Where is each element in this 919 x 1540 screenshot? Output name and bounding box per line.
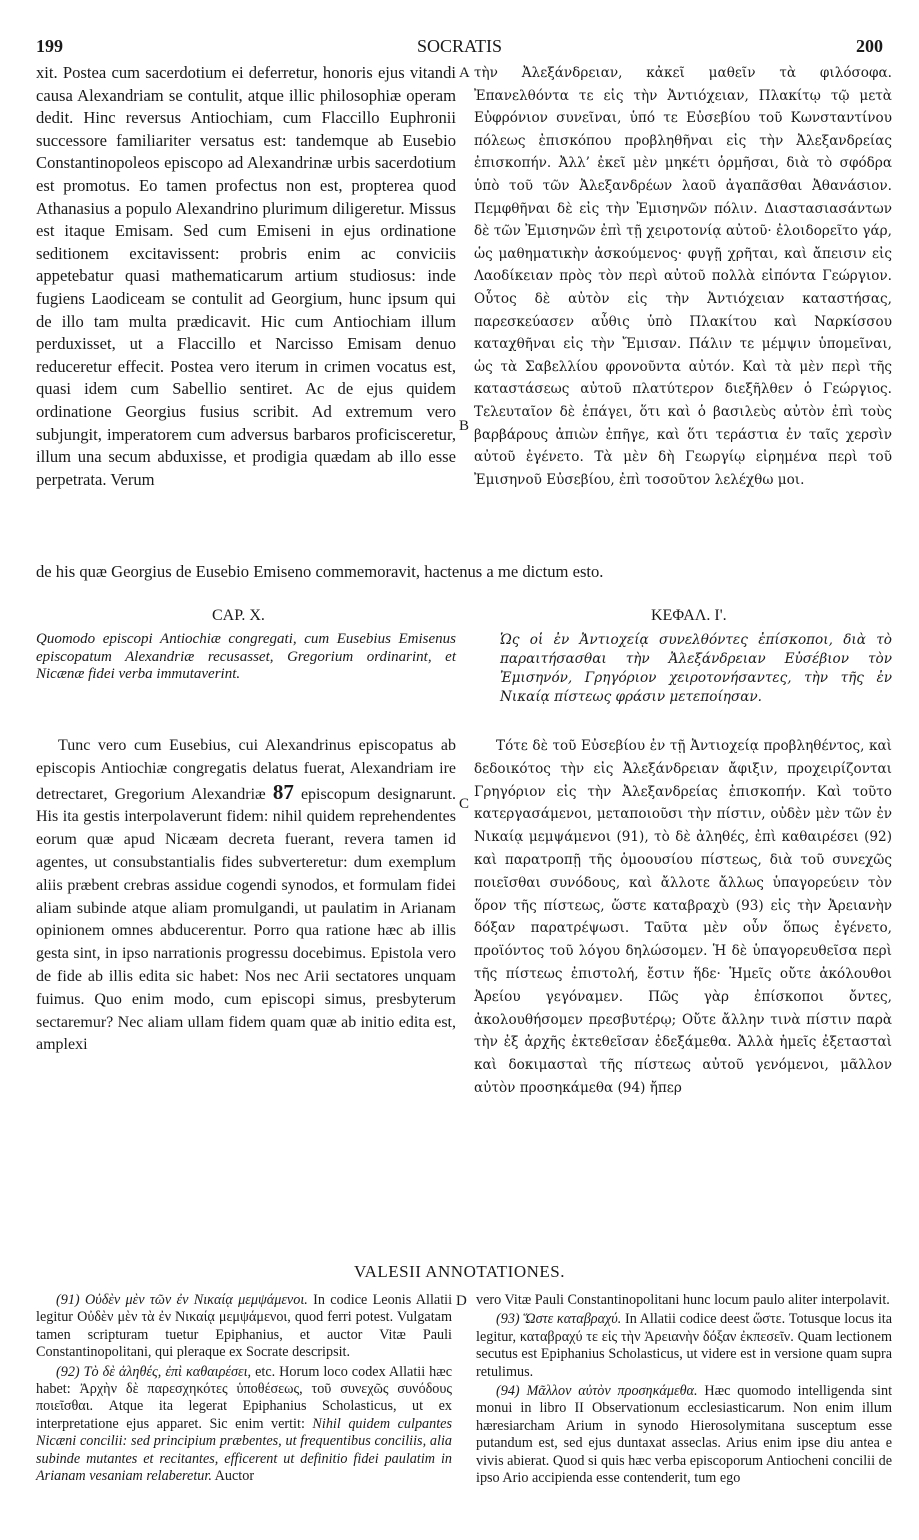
closing-line-full-width: de his quæ Georgius de Eusebio Emiseno commemoravit, hactenus a me dictum esto. <box>36 562 604 581</box>
note-92-continuation-text: vero Vitæ Pauli Constantinopolitani hunc locum paulo aliter interpolavit. <box>476 1292 890 1308</box>
note-91 <box>36 1292 452 1362</box>
note-92 <box>36 1364 452 1486</box>
annotations-right-column <box>476 1292 892 1489</box>
margin-marker-d: D <box>456 1293 467 1309</box>
note-92-text: etc. Horum loco codex Allatii hæc habet: Ἀρχὴν δὲ παρεσχηκότες ὑποθέσεως, τοῦ συνεχῶς συνόδους ποιεῖσθαι. Atque ita legerat Epiphanius Scholasticus, ut ex interpretatione ejus apparet. Sic enim vertit: <box>36 1363 453 1432</box>
margin-marker-b: B <box>459 418 470 434</box>
greek-chapter-text: Τότε δὲ τοῦ Εὐσεβίου ἐν τῇ Ἀντιοχείᾳ προβληθέντος, καὶ δεδοικότος τὴν εἰς Ἀλεξάνδρειαν ἄφιξιν, προχειρίζονται Γρηγόριον εἰς τὴν Ἀλεξανδρείας ἐπισκοπήν. Καὶ τοῦτο κατεργασάμενοι, μεταποιοῦσι τὴν πίστιν, οὐδὲν μὲν τῶν ἐν Νικαίᾳ μεμψάμενοι (91), τὸ δὲ ἀληθές, ἐπὶ καθαιρέσει (92) καὶ παρατροπῇ τῆς ὁμοουσίου πίστεως, διὰ τοῦ συνεχῶς ποιεῖσθαι συνόδους, καὶ ἄλλοτε ἄλλως ὑπαγορεύειν τὸν ὅρον τῆς πίστεως, ὥστε καταβραχὺ (93) εἰς τὴν Ἀρειανὴν δόξαν παρατρέψωσι. Ταῦτα μὲν οὖν ὅπως ἐγένετο, προϊόντος τοῦ λόγου δηλώσομεν. Ἡ δὲ ὑπαγορευθεῖσα περὶ τῆς πίστεως ἐπιστολή, ἔστιν ἥδε· Ἡμεῖς οὔτε ἀκόλουθοι Ἀρείου γεγόναμεν. Πῶς γὰρ ἐπίσκοποι ὄντες, ἀκολουθήσομεν πρεσβυτέρῳ; Οὔτε ἄλλην τινὰ πίστιν παρὰ τὴν ἐξ ἀρχῆς ἐκτεθεῖσαν ἐδεξάμεθα. Ἀλλὰ ἡμεῖς ἐξετασταὶ καὶ δοκιμασταὶ τῆς πίστεως αὐτοῦ γενόμενοι, μᾶλλον αὐτὸν προσηκάμεθα (94) ἤπερ <box>474 738 892 1096</box>
margin-marker-c: C <box>459 796 470 812</box>
note-94-lemma: (94) Μᾶλλον αὐτὸν προσηκάμεθα. <box>496 1383 698 1400</box>
margin-marker-a: A <box>459 65 470 81</box>
note-92-after: Auctor <box>214 1468 255 1485</box>
left-page-number: 199 <box>36 36 63 56</box>
latin-chapter-text <box>36 735 456 1057</box>
note-92-lemma: (92) Τὸ δὲ ἀληθές, ἐπὶ καθαιρέσει, <box>56 1363 252 1380</box>
note-94 <box>476 1383 892 1487</box>
latin-chapter-text-part1: Tunc vero cum Eusebius, cui Alexandrinus episcopatus ab episcopis Antiochiæ congregatis delatus fuerat, Alexandriam ire detrectaret, Gregorium Alexandriæ <box>36 737 456 803</box>
note-93-lemma: (93) Ὥστε καταβραχύ. <box>496 1311 622 1328</box>
note-93 <box>476 1311 892 1381</box>
note-91-text: In codice Leonis Allatii legitur Οὐδὲν μὲν τὰ ἐν Νικαίᾳ μεμψάμενοι, quod ferri potest. Vulgatam tamen scripturam tuetur Epiphanius, et auctor Vitæ Pauli Constantinopolitani, qui pleraque ex Socrate descripsit. <box>36 1292 453 1361</box>
note-93-text: In Allatii codice deest ὥστε. Totusque locus ita legitur, καταβραχύ τε εἰς τὴν Ἀρειανὴν δόξαν ἐκπεσεῖν. Quam lectionem secutus est Epiphanius Scholasticus, ut videre est in versione quam supra retulimus. <box>476 1311 893 1380</box>
page-header <box>36 36 883 60</box>
latin-chapter-heading: CAP. X. <box>212 607 265 624</box>
latin-chapter-summary: Quomodo episcopi Antiochiæ congregati, cum Eusebius Emisenus episcopatum Alexandriæ recusasset, Gregorium ordinarint, et Nicænæ fidei verba immutaverint. <box>36 631 456 682</box>
annotations-title: VALESII ANNOTATIONES. <box>354 1262 565 1281</box>
note-94-text: Hæc quomodo intelligenda sint monui in libro II Observationum ecclesiasticarum. Non enim illum hæresiarcham Arium in synodo Hierosolymitana susceptum esse putandum est, sed ejus duntaxat asseclas. Arius enim ipse diu antea e vivis abierat. Quod si quis hæc verba episcoporum Antiocheni concilii de ipso Ario accipienda esse contenderit, tum ego <box>476 1383 893 1487</box>
greek-chapter-summary: Ὡς οἱ ἐν Ἀντιοχείᾳ συνελθόντες ἐπίσκοποι, διὰ τὸ παραιτήσασθαι τὴν Ἀλεξάνδρειαν Εὐσέβιον τὸν Ἐμισηνόν, Γρηγόριον χειροτονήσαντες, τὴν τῆς ἐν Νικαίᾳ πίστεως φράσιν μετεποίησαν. <box>500 632 892 705</box>
annotations-left-column <box>36 1292 452 1487</box>
note-92-continuation <box>476 1292 892 1309</box>
right-page-number: 200 <box>856 36 883 56</box>
latin-chapter-text-part2: episcopum designarunt. His ita gestis interpolaverunt fidem: nihil quidem reprehendentes eorum quæ apud Nicæam decreta fuerant, revera tamen id agentes, ut consubstantialis fides subverteretur: dum exemplum aliis præbent crebras assidue cogendi synodos, et formulam fidei aliam subinde atque aliam promulgandi, ut paulatim in Arianam opinionem omnes abducerentur. Porro qua ratione hæc ab illis gesta sint, in ipso narrationis progressu docebimus. Epistola vero de fide ab illis edita sic habet: Nos nec Arii sectatores unquam fuimus. Quo enim modo, cum episcopi simus, presbyterum sectaremur? Nec aliam ullam fidem quam quæ ab initio edita est, amplexi <box>36 785 457 1054</box>
edition-page-marker: 87 <box>272 779 294 804</box>
running-title: SOCRATIS <box>416 36 503 56</box>
latin-column-top: xit. Postea cum sacerdotium ei deferretur, honoris ejus vitandi causa Alexandriam se contulit, atque illic philosophiæ operam dedit. Hinc reversus Antiochiam, cum Flaccillo Euphronii successore familiariter versatus est: tandemque ab Eusebio Constantinopoleos episcopo ad Alexandrinæ urbis sacerdotium est promotus. Eo tamen profectus non est, propterea quod Athanasius a populo Alexandrino plurimum diligeretur. Missus est itaque Emisam. Sed cum Emiseni in ejus ordinatione seditionem excitavissent: probris enim ac conviciis appetebatur quasi mathematicarum artium studiosus: inde fugiens Laodiceam se contulit ad Georgium, hunc ipsum qui de illo tam multa prædicavit. Hic cum Antiochiam illum perduxisset, ut a Flaccillo et Narcisso Emisam denuo reduceretur effecit. Postea vero iterum in crimen vocatus est, quasi idem cum Sabellio sentiret. Ac de ejus quidem ordinatione Georgius fusius scribit. Ad extremum vero subjungit, imperatorem cum adversus barbaros proficisceretur, illum una secum abduxisse, et prodigia quædam ab illo esse perpetrata. Verum <box>36 63 456 489</box>
note-91-lemma: (91) Οὐδὲν μὲν τῶν ἐν Νικαίᾳ μεμψάμενοι. <box>56 1292 308 1308</box>
greek-column-top: τὴν Ἀλεξάνδρειαν, κἀκεῖ μαθεῖν τὰ φιλόσοφα. Ἐπανελθόντα τε εἰς τὴν Ἀντιόχειαν, Πλακίτῳ τῷ μετὰ Εὐφρόνιον συνεῖναι, ὑπό τε Εὐσεβίου τοῦ Κωνσταντίνου πόλεως ἐπισκόπου προβληθῆναι εἰς τὴν Ἀλεξανδρείας ἐπισκοπήν. Ἀλλ’ ἐκεῖ μὲν μηκέτι ὁρμῆσαι, διὰ τὸ σφόδρα ὑπὸ τοῦ τῶν Ἀλεξανδρέων λαοῦ ἀγαπᾶσθαι Ἀθανάσιον. Πεμφθῆναι δὲ εἰς τὴν Ἐμισηνῶν πόλιν. Διαστασιασάντων δὲ τῶν Ἐμισηνῶν ἐπὶ τῇ χειροτονίᾳ αὐτοῦ· ἐλοιδορεῖτο γάρ, ὡς μαθηματικὴν ἀσκούμενος· φυγῇ χρῆται, καὶ ἄπεισιν εἰς Λαοδίκειαν πρὸς τὸν περὶ αὐτοῦ πολλὰ εἰπόντα Γεώργιον. Οὗτος δὲ αὐτὸν εἰς τὴν Ἀντιόχειαν καταστήσας, παρεσκεύασεν αὖθις ὑπὸ Πλακίτου καὶ Ναρκίσσου καταχθῆναι εἰς τὴν Ἔμισαν. Πάλιν τε μέμψιν ὑπομεῖναι, ὡς τὰ Σαβελλίου φρονοῦντα αὐτόν. Καὶ τὰ μὲν περὶ τῆς καταστάσεως αὐτοῦ πλατύτερον διεξῆλθεν ὁ Γεώργιος. Τελευταῖον δὲ ἐπάγει, ὅτι καὶ ὁ βασιλεὺς αὐτὸν ἐπὶ τοὺς βαρβάρους ἀπιὼν ἐπῆγε, καὶ ὅτι τεράστια ἐν ταῖς χερσὶν αὐτοῦ ἐγένετο. Τὰ μὲν δὴ Γεωργίῳ εἰρημένα περὶ τοῦ Ἐμισηνοῦ Εὐσεβίου, ἐπὶ τοσοῦτον λελέχθω μοι. <box>474 65 892 488</box>
note-92-italic-quote: Nihil quidem culpantes Nicæni concilii: sed principium præbentes, ut frequentibus conciliis, alia subinde mutantes et recitantes, efficerent ut definitio fidei paulatim in Arianam vesaniam relaberetur. <box>36 1415 452 1485</box>
greek-chapter-heading: ΚΕΦΑΛ. Ι'. <box>651 607 727 624</box>
